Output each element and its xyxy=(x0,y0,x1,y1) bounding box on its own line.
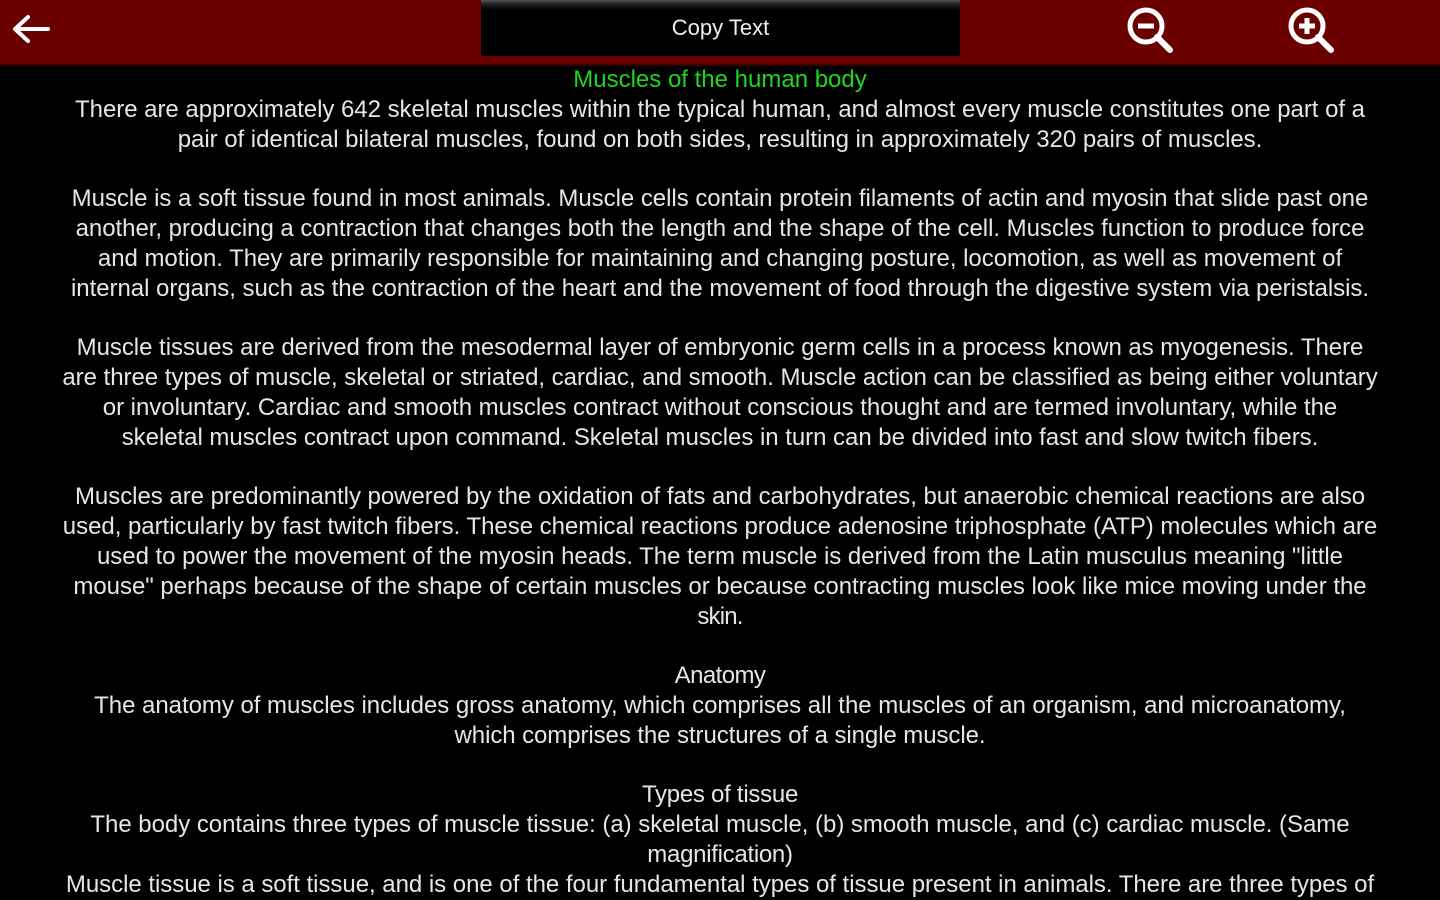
article-line: which comprises the structures of a single muscle. xyxy=(454,721,986,749)
article-line: Muscles are predominantly powered by the oxidation of fats and carbohydrates, but anaerobic chemical reactions are also xyxy=(74,483,1366,511)
zoom-in-icon xyxy=(1285,4,1337,56)
article-line: Muscle is a soft tissue found in most animals. Muscle cells contain protein filaments of actin and myosin that slide past one xyxy=(71,185,1369,213)
article-line: Muscle tissues are derived from the mesodermal layer of embryonic germ cells in a process known as myogenesis. There xyxy=(76,334,1364,362)
article-content xyxy=(0,65,1440,900)
article-line: There are approximately 642 skeletal muscles within the typical human, and almost every muscle constitutes one part of a xyxy=(75,96,1365,123)
article-line: The anatomy of muscles includes gross anatomy, which comprises all the muscles of an organism, and microanatomy, xyxy=(94,691,1346,719)
article-line: internal organs, such as the contraction of the heart and the movement of food through the digestive system via peristalsis. xyxy=(70,274,1370,302)
copy-text-label: Copy Text xyxy=(671,15,770,40)
article-title: Muscles of the human body xyxy=(573,66,867,93)
article-line: are three types of muscle, skeletal or striated, cardiac, and smooth. Muscle action can be classified as being either voluntary xyxy=(62,364,1378,392)
article-line: The body contains three types of muscle tissue: (a) skeletal muscle, (b) smooth muscle, and (c) cardiac muscle. (Same xyxy=(90,811,1350,839)
zoom-out-button[interactable] xyxy=(1124,4,1176,56)
article-line: Muscle tissue is a soft tissue, and is one of the four fundamental types of tissue present in animals. There are three types of xyxy=(65,870,1375,898)
copy-text-button[interactable] xyxy=(481,0,960,56)
blank-line xyxy=(0,453,1440,483)
article-line: and motion. They are primarily responsible for maintaining and changing posture, locomotion, as well as movement of xyxy=(97,244,1343,272)
blank-line xyxy=(0,155,1440,185)
article-line: skeletal muscles contract upon command. Skeletal muscles in turn can be divided into fast and slow twitch fibers. xyxy=(121,423,1319,451)
article-line: mouse" perhaps because of the shape of certain muscles or because contracting muscles look like mice moving under the xyxy=(73,572,1367,600)
article-line: magnification) xyxy=(647,840,793,868)
article-line: used, particularly by fast twitch fibers. These chemical reactions produce adenosine triphosphate (ATP) molecules which are xyxy=(62,513,1378,541)
back-button[interactable] xyxy=(8,8,56,52)
zoom-out-icon xyxy=(1124,4,1176,56)
blank-line xyxy=(0,631,1440,661)
article-line: Types of tissue xyxy=(641,781,799,809)
article-body xyxy=(0,95,1440,900)
top-toolbar xyxy=(0,0,1440,66)
article-line: pair of identical bilateral muscles, found on both sides, resulting in approximately 320 pairs of muscles. xyxy=(177,125,1263,153)
arrow-left-icon xyxy=(8,8,56,52)
zoom-in-button[interactable] xyxy=(1285,4,1337,56)
article-line: skin. xyxy=(697,602,743,630)
blank-line xyxy=(0,304,1440,334)
article-line: Anatomy xyxy=(674,662,766,690)
article-line: another, producing a contraction that changes both the length and the shape of the cell. Muscles function to produce force xyxy=(75,215,1365,243)
blank-line xyxy=(0,751,1440,781)
article-line: used to power the movement of the myosin heads. The term muscle is derived from the Latin musculus meaning "little xyxy=(96,542,1343,570)
article-line: or involuntary. Cardiac and smooth muscles contract without conscious thought and are termed involuntary, while the xyxy=(102,393,1338,421)
